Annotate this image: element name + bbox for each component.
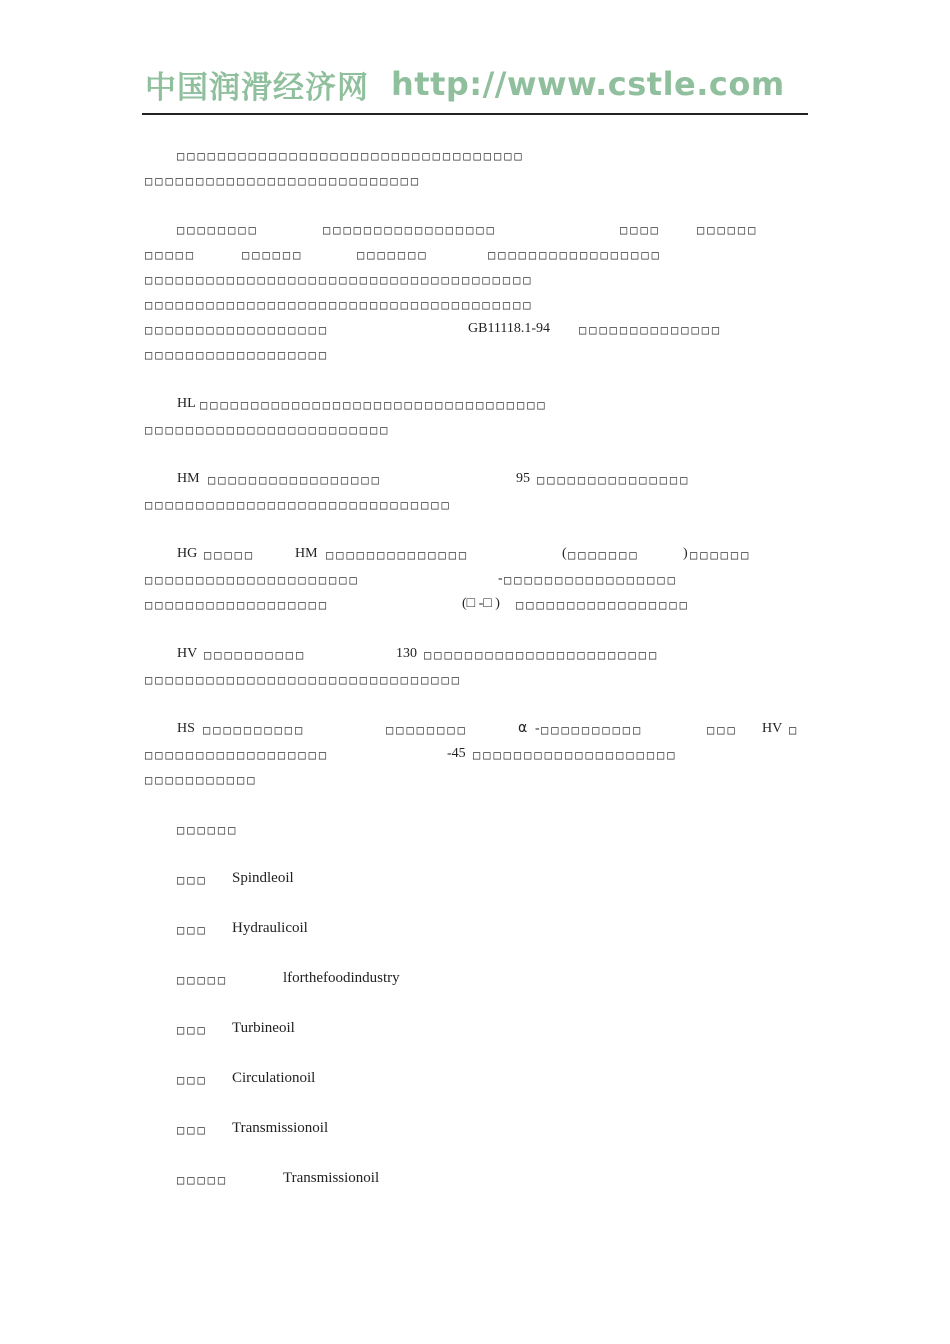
para6-line1-seg2: □□□□□□□□□□ [204, 648, 307, 662]
para6-line1-number: 130 [396, 646, 417, 661]
para2-line1-seg2: □□□□□□□□□□□□□□□□□ [323, 223, 497, 237]
para2-line5-standard: GB11118.1-94 [468, 321, 551, 336]
para3-line2: □□□□□□□□□□□□□□□□□□□□□□□□ [145, 423, 391, 437]
para2-line2-seg1: □□□□□ [145, 248, 197, 262]
glossary-item-zh: □□□ [177, 873, 208, 887]
para2-line4: □□□□□□□□□□□□□□□□□□□□□□□□□□□□□□□□□□□□□□ [145, 298, 534, 312]
para7-line1-alpha: α [518, 720, 528, 736]
para5-line1-code: HG [177, 546, 198, 561]
glossary-item-en: Turbineoil [232, 1020, 295, 1036]
glossary-item-en: Transmissionoil [283, 1170, 380, 1186]
header-divider [142, 113, 808, 115]
para7-line1-seg7: □□□ [707, 723, 738, 737]
para7-line1-seg3: □□□□□□□□ [386, 723, 468, 737]
para2-line5-seg1: □□□□□□□□□□□□□□□□□□ [145, 323, 330, 337]
para7-line2-number: -45 [447, 746, 466, 761]
glossary-item-en: Hydraulicoil [232, 920, 308, 936]
para7-line2-seg1: □□□□□□□□□□□□□□□□□□ [145, 748, 330, 762]
para3-line1-text: □□□□□□□□□□□□□□□□□□□□□□□□□□□□□□□□□□ [200, 398, 548, 412]
glossary-item-zh: □□□ [177, 923, 208, 937]
para6-line2: □□□□□□□□□□□□□□□□□□□□□□□□□□□□□□□ [145, 673, 462, 687]
para2-line6: □□□□□□□□□□□□□□□□□□ [145, 348, 330, 362]
site-url[interactable]: http://www.cstle.com [391, 65, 785, 103]
para7-line1-code: HS [177, 721, 195, 736]
para6-line1-code: HV [177, 646, 198, 661]
para5-line1-seg6: □□□□□□□ [568, 548, 640, 562]
para2-line1-seg4: □□□□□□ [697, 223, 759, 237]
para7-line2-seg3: □□□□□□□□□□□□□□□□□□□□ [473, 748, 678, 762]
glossary-item-en: lforthefoodindustry [283, 970, 400, 986]
glossary-item-en: Circulationoil [232, 1070, 316, 1086]
para7-line1-seg2: □□□□□□□□□□ [203, 723, 306, 737]
para5-line3-paren: (□ -□ ) [462, 596, 500, 611]
para2-line1-seg1: □□□□□□□□ [177, 223, 259, 237]
para7-line1-code2: HV [762, 721, 783, 736]
glossary-item-zh: □□□□□ [177, 973, 229, 987]
para5-line1-paren-open: ( [562, 546, 567, 561]
para7-line1-seg9: □ [789, 723, 800, 737]
para2-line3: □□□□□□□□□□□□□□□□□□□□□□□□□□□□□□□□□□□□□□ [145, 273, 534, 287]
para4-line1-seg2: □□□□□□□□□□□□□□□□□ [208, 473, 382, 487]
para7-line3: □□□□□□□□□□□ [145, 773, 258, 787]
para5-line1-seg4: □□□□□□□□□□□□□□ [326, 548, 470, 562]
site-banner [145, 62, 810, 106]
para4-line1-seg4: □□□□□□□□□□□□□□□ [537, 473, 691, 487]
para7-line1-seg6: □□□□□□□□□□ [541, 723, 644, 737]
para5-line2-dash: - [498, 571, 503, 586]
glossary-item-en: Transmissionoil [232, 1120, 329, 1136]
para4-line1-code: HM [177, 471, 200, 486]
para6-line1-seg4: □□□□□□□□□□□□□□□□□□□□□□□ [424, 648, 660, 662]
para7-line1-dash: - [535, 721, 540, 736]
para5-line2-seg1: □□□□□□□□□□□□□□□□□□□□□ [145, 573, 360, 587]
para3-line1-code: HL [177, 396, 196, 411]
glossary-heading: □□□□□□ [177, 823, 239, 837]
site-name: 中国润滑经济网 [145, 69, 369, 106]
para5-line1-code2: HM [295, 546, 318, 561]
glossary-item-en: Spindleoil [232, 870, 294, 886]
para1-line1: □□□□□□□□□□□□□□□□□□□□□□□□□□□□□□□□□□ [177, 149, 525, 163]
para1-line2: □□□□□□□□□□□□□□□□□□□□□□□□□□□ [145, 174, 422, 188]
para5-line2-seg3: □□□□□□□□□□□□□□□□□ [504, 573, 678, 587]
para5-line1-seg8: □□□□□□ [690, 548, 752, 562]
glossary-item-zh: □□□ [177, 1073, 208, 1087]
para5-line1-paren-close: ) [683, 546, 688, 561]
para5-line3-seg3: □□□□□□□□□□□□□□□□□ [516, 598, 690, 612]
para2-line5-seg3: □□□□□□□□□□□□□□ [579, 323, 723, 337]
para5-line3-seg1: □□□□□□□□□□□□□□□□□□ [145, 598, 330, 612]
glossary-item-zh: □□□ [177, 1123, 208, 1137]
para2-line2-seg2: □□□□□□ [242, 248, 304, 262]
para5-line1-seg2: □□□□□ [204, 548, 256, 562]
para4-line1-number: 95 [516, 471, 530, 486]
para4-line2: □□□□□□□□□□□□□□□□□□□□□□□□□□□□□□ [145, 498, 452, 512]
para2-line1-seg3: □□□□ [620, 223, 661, 237]
para2-line2-seg4: □□□□□□□□□□□□□□□□□ [488, 248, 662, 262]
glossary-item-zh: □□□ [177, 1023, 208, 1037]
glossary-item-zh: □□□□□ [177, 1173, 229, 1187]
para2-line2-seg3: □□□□□□□ [357, 248, 429, 262]
